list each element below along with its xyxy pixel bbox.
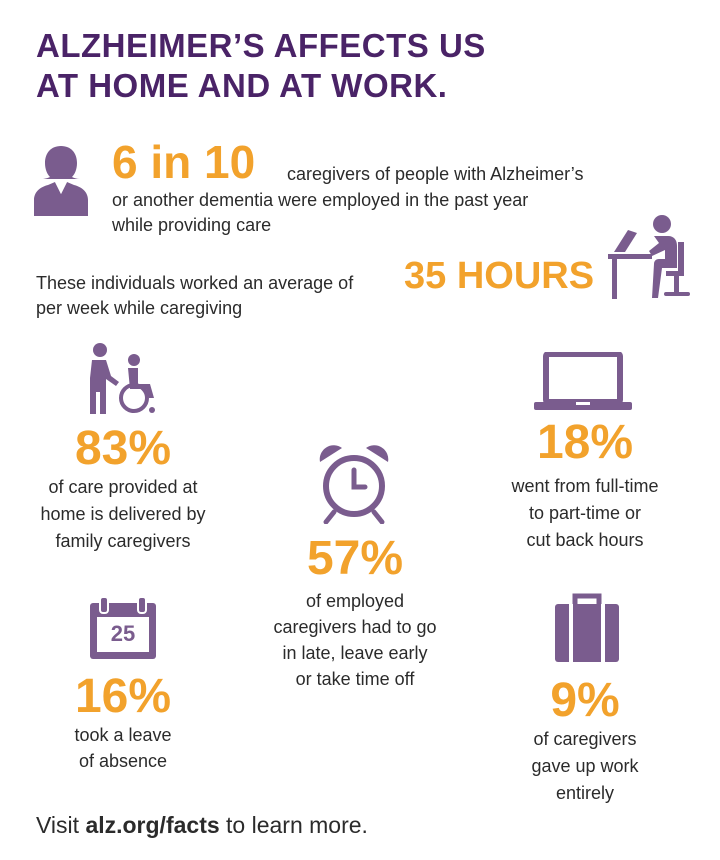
wheelchair-icon [88, 342, 160, 414]
stat-late-line: in late, leave early [282, 643, 428, 663]
stat-parttime-line: cut back hours [526, 530, 644, 550]
stat-employed-line-1: caregivers of people with Alzheimer’s [287, 164, 584, 184]
calendar-icon [88, 595, 158, 661]
title-line-1: ALZHEIMER’S AFFECTS US [36, 27, 486, 64]
person-icon [28, 142, 94, 216]
stat-gaveup-line: entirely [555, 783, 615, 803]
stat-late-line: of employed [305, 591, 405, 611]
footer-link[interactable]: alz.org/facts [85, 812, 220, 838]
stat-hours-line-2: per week while caregiving [36, 298, 243, 318]
stat-home-line: of care provided at [48, 477, 198, 497]
stat-parttime-text [470, 473, 700, 554]
stat-late-text [230, 588, 480, 692]
stat-home-text [8, 474, 238, 555]
stat-home-line: family caregivers [55, 531, 191, 551]
stat-employed-value: 6 in 10 [112, 136, 256, 188]
stat-employed-line-3: while providing care [112, 215, 272, 235]
stat-parttime-line: went from full-time [511, 476, 659, 496]
alarm-clock-icon [316, 442, 392, 524]
stat-hours-value: 35 HOURS [404, 255, 595, 297]
stat-parttime-line: to part-time or [528, 503, 642, 523]
stat-gaveup-line: gave up work [531, 756, 639, 776]
stat-leave-text [8, 722, 238, 774]
stat-leave-value: 16% [74, 670, 172, 723]
page-title [36, 26, 486, 106]
stat-late-line: or take time off [295, 669, 415, 689]
stat-parttime-value: 18% [536, 416, 634, 469]
laptop-icon [534, 352, 632, 412]
stat-gaveup-value: 9% [550, 674, 620, 727]
stat-gaveup-line: of caregivers [533, 729, 637, 749]
stat-leave-line: took a leave [74, 725, 172, 745]
stat-home-line: home is delivered by [40, 504, 206, 524]
stat-home-value: 83% [74, 422, 172, 475]
stat-late-line: caregivers had to go [273, 617, 437, 637]
calendar-day: 25 [110, 621, 136, 646]
stat-gaveup-text [470, 726, 700, 807]
title-line-2: AT HOME AND AT WORK. [36, 67, 448, 104]
footer-suffix: to learn more. [226, 812, 368, 838]
suitcase-icon [555, 592, 619, 664]
footer-prefix: Visit [36, 812, 80, 838]
stat-employed-line-2: or another dementia were employed in the past year [112, 190, 529, 210]
stat-late-value: 57% [306, 532, 404, 585]
desk-worker-icon [608, 212, 694, 302]
footer [36, 810, 368, 840]
stat-leave-line: of absence [78, 751, 168, 771]
stat-hours-line-1: These individuals worked an average of [36, 273, 354, 293]
